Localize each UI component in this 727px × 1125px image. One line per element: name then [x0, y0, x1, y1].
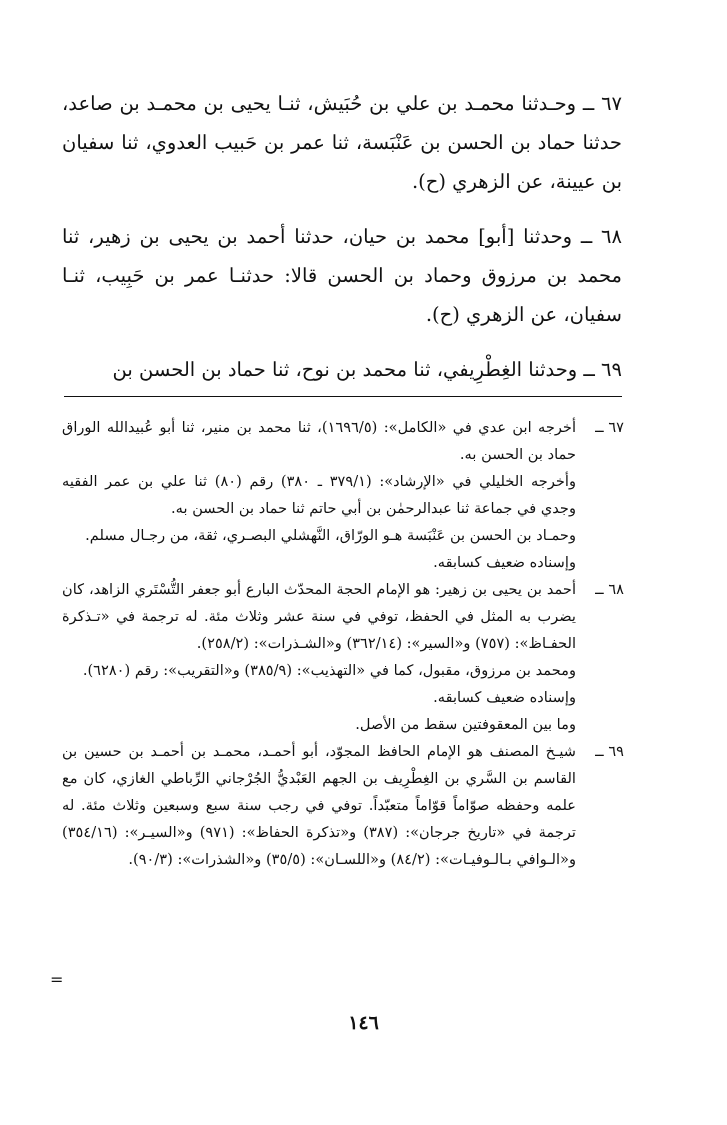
footnote-line: وإسناده ضعيف كسابقه. — [433, 689, 576, 706]
footnote-line: وما بين المعقوفتين سقط من الأصل. — [355, 716, 576, 733]
main-paragraph-68: ٦٨ ــ وحدثنا [أبو] محمد بن حيان، حدثنا أحمد بن يحيى بن زهير، ثنا محمد بن مرزوق وحماد بن الحسن قالا: حدثنـا عمر بن حَبِيب، ثنـا سفيان، عن الزهري (ح). — [62, 225, 622, 326]
footnote-divider — [64, 396, 622, 397]
footnote-number: ٦٩ ــ — [595, 743, 624, 760]
footnote-body — [62, 576, 576, 738]
page-number: ١٤٦ — [348, 1012, 379, 1034]
footnote-line: ومحمد بن مرزوق، مقبول، كما في «التهذيب»: (٣٨٥/٩) و«التقريب»: رقم (٦٢٨٠). — [82, 662, 576, 679]
footnote-67 — [62, 414, 624, 576]
footnote-line: أخرجه ابن عدي في «الكامل»: (١٦٩٦/٥)، ثنا محمد بن منير، ثنا أبو عُبيدالله الوراق حماد بن الحسن به. — [62, 419, 577, 463]
continuation-mark: = — [50, 970, 64, 989]
footnote-body — [62, 738, 576, 873]
footnotes — [62, 414, 624, 873]
footnote-number: ٦٧ ــ — [595, 419, 624, 436]
footnote-line: وأخرجه الخليلي في «الإرشاد»: (٣٧٩/١ ـ ٣٨٠) رقم (٨٠) ثنا علي بن عمر الفقيه وجدي في جماعة ثنا عبدالرحمٰن بن أبي حاتم ثنا حماد بن الحسن به. — [62, 473, 576, 517]
main-paragraph-67: ٦٧ ــ وحـدثنا محمـد بن علي بن حُبَيش، ثنـا يحيى بن محمـد بن صاعد، حدثنا حماد بن الحسن بن عَنْبَسة، ثنا عمر بن حَبيب العدوي، ثنا سفيان بن عيينة، عن الزهري (ح). — [62, 92, 623, 193]
footnote-68 — [62, 576, 624, 738]
footnote-line: وإسناده ضعيف كسابقه. — [433, 554, 576, 571]
footnote-69 — [62, 738, 624, 873]
footnote-line: وحمـاد بن الحسن بن عَنْبَسة هـو الورّاق، النَّهشلي البصـري، ثقة، من رجـال مسلم. — [85, 527, 576, 544]
footnote-line: أحمد بن يحيى بن زهير: هو الإمام الحجة المحدّث البارع أبو جعفر التُّسْتَري الزاهد، كان يضرب به المثل في الحفظ، توفي في سنة عشر وثلاث مئة. له ترجمة في «تـذكرة الحفـاظ»: (٧٥٧) و«السير»: (٣٦٢/١٤) و«الشـذرات»: (٢٥٨/٢). — [62, 581, 576, 652]
footnote-number: ٦٨ ــ — [595, 581, 624, 598]
footnote-line: شيـخ المصنف هو الإمام الحافظ المجوّد، أبو أحمـد، محمـد بن أحمـد بن حسين بن القاسم بن السَّري بن الغِطْرِيف بن الجهم العَبْديُّ الجُرْجاني الرِّباطي الغازي، كان مع علمه وحفظه صوّاماً قوّاماً متعبّداً. توفي في رجب سنة سبع وسبعين وثلاث مئة. له ترجمة في «تاريخ جرجان»: (٣٨٧) و«تذكرة الحفاظ»: (٩٧١) و«السيـر»: (٣٥٤/١٦) و«الـوافي بـالـوفيـات»: (٨٤/٢) و«اللسـان»: (٣٥/٥) و«الشذرات»: (٩٠/٣). — [62, 743, 576, 868]
main-text — [62, 84, 622, 405]
main-paragraph-69: ٦٩ ــ وحدثنا الغِطْرِيفي، ثنا محمد بن نوح، ثنا حماد بن الحسن بن — [112, 358, 622, 381]
footnote-body — [62, 414, 576, 576]
